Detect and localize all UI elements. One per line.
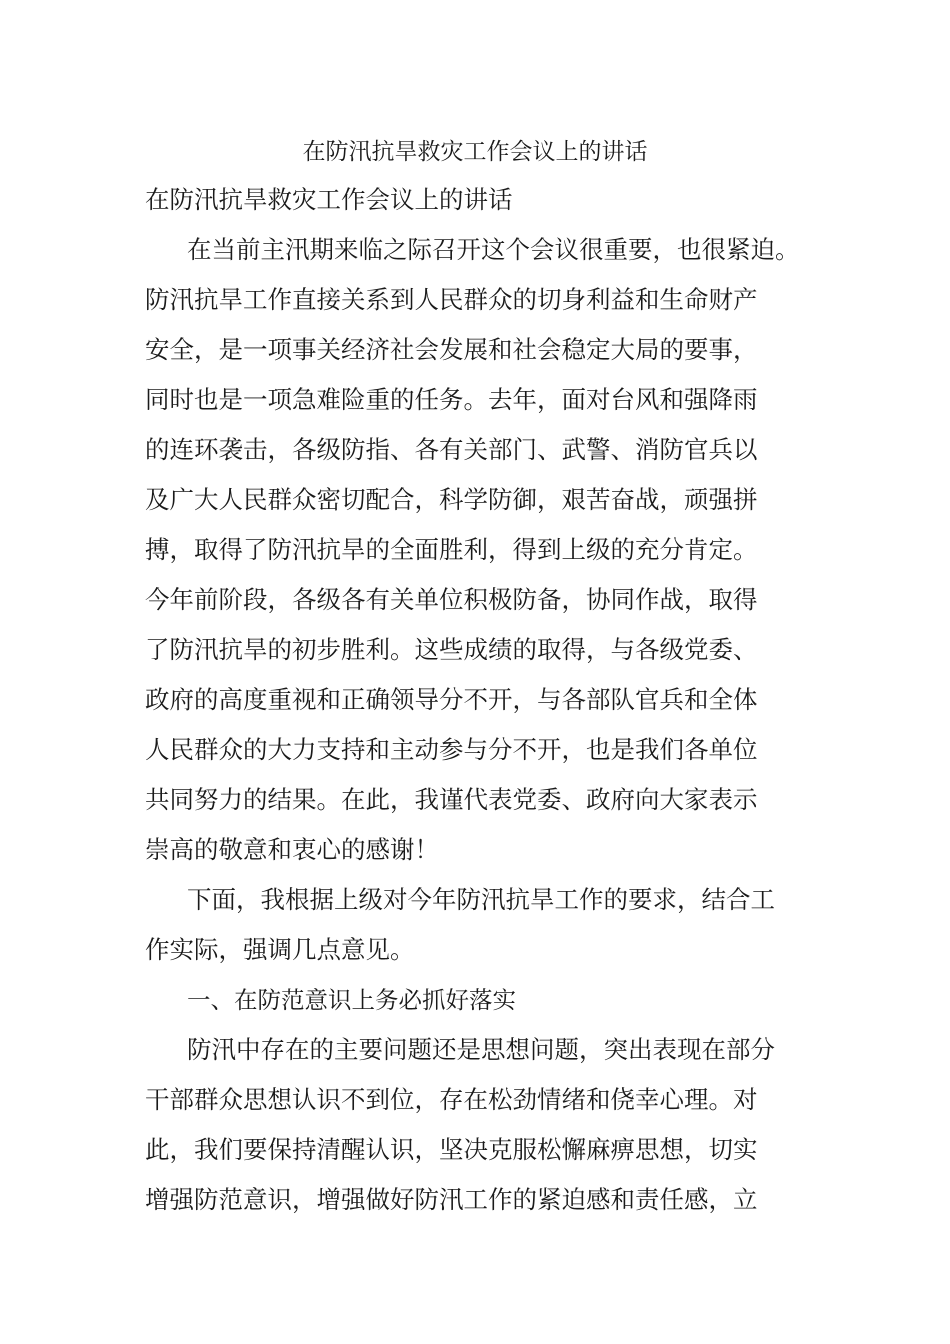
document-title: 在防汛抗旱救灾工作会议上的讲话 (302, 139, 648, 165)
paragraph-line: 增强防范意识，增强做好防汛工作的紧迫感和责任感，立 (145, 1185, 758, 1214)
paragraph-line: 作实际，强调几点意见。 (145, 935, 415, 964)
paragraph-line: 共同努力的结果。在此，我谨代表党委、政府向大家表示 (145, 785, 758, 814)
section-heading: 一、在防范意识上务必抓好落实 (187, 986, 516, 1014)
paragraph-line: 此，我们要保持清醒认识，坚决克服松懈麻痹思想，切实 (145, 1135, 758, 1164)
paragraph-line: 防汛抗旱工作直接关系到人民群众的切身利益和生命财产 (145, 285, 758, 314)
paragraph-line: 及广大人民群众密切配合，科学防御，艰苦奋战，顽强拼 (145, 485, 758, 514)
paragraph-line: 干部群众思想认识不到位，存在松劲情绪和侥幸心理。对 (145, 1085, 758, 1114)
paragraph-line: 搏，取得了防汛抗旱的全面胜利，得到上级的充分肯定。 (145, 535, 758, 564)
paragraph-line: 同时也是一项急难险重的任务。去年，面对台风和强降雨 (145, 385, 758, 414)
paragraph-line: 防汛中存在的主要问题还是思想问题，突出表现在部分 (187, 1035, 775, 1064)
paragraph-line: 在当前主汛期来临之际召开这个会议很重要，也很紧迫。 (187, 235, 800, 264)
paragraph-line: 的连环袭击，各级防指、各有关部门、武警、消防官兵以 (145, 435, 758, 464)
paragraph-line: 了防汛抗旱的初步胜利。这些成绩的取得，与各级党委、 (145, 635, 758, 664)
paragraph-line: 人民群众的大力支持和主动参与分不开，也是我们各单位 (145, 735, 758, 764)
paragraph-line: 政府的高度重视和正确领导分不开，与各部队官兵和全体 (145, 685, 758, 714)
paragraph-line: 下面，我根据上级对今年防汛抗旱工作的要求，结合工 (187, 885, 775, 914)
document-subtitle: 在防汛抗旱救灾工作会议上的讲话 (145, 185, 513, 214)
paragraph-line: 今年前阶段，各级各有关单位积极防备，协同作战，取得 (145, 585, 758, 614)
paragraph-line: 崇高的敬意和衷心的感谢！ (145, 835, 439, 864)
paragraph-line: 安全，是一项事关经济社会发展和社会稳定大局的要事， (145, 335, 758, 364)
